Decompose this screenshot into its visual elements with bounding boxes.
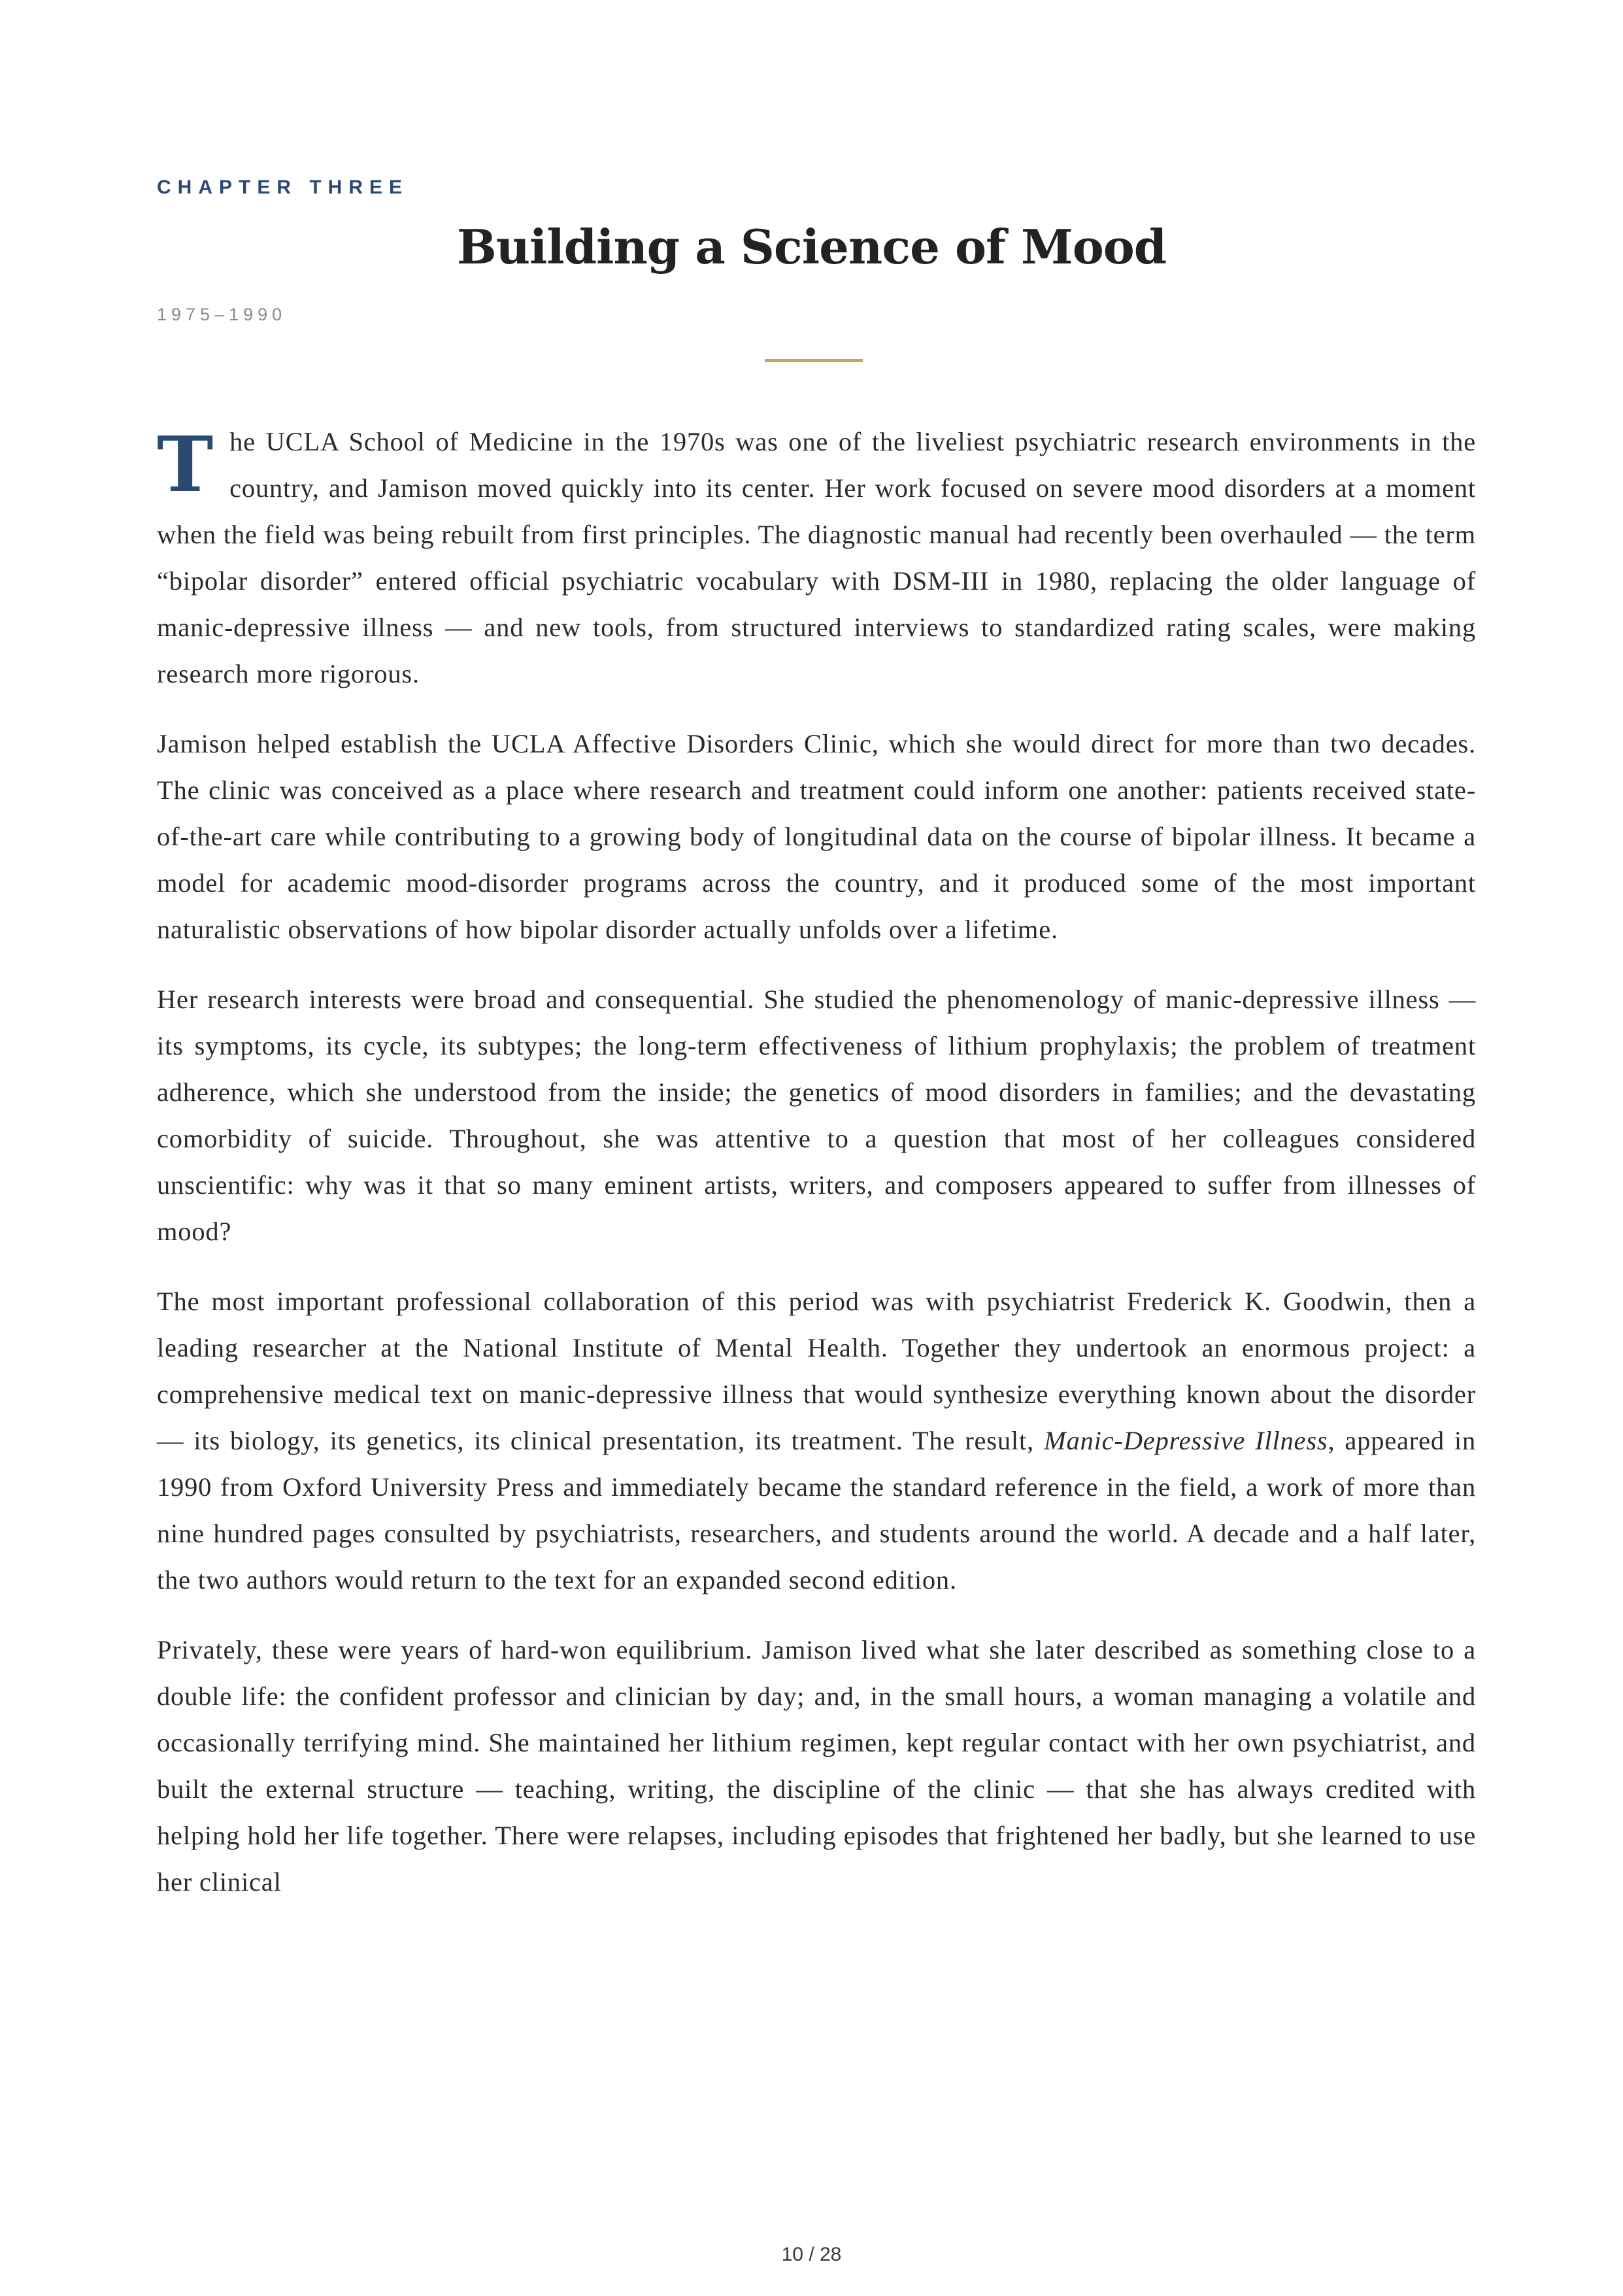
chapter-years: 1975–1990 [157,305,287,324]
title-divider-rule [765,359,863,362]
paragraph-5: Privately, these were years of hard-won equilibrium. Jamison lived what she later described as something close to a double life: the confident professor and clinician by day; and, in the small hours, a woman managing a volatile and occasionally terrifying mind. She maintained her lithium regimen, kept regular contact with her own psychiatrist, and built the external structure — teaching, writing, the discipline of the clinic — that she has always credited with helping hold her life together. There were relapses, including episodes that frightened her badly, but she learned to use her clinical [157,1635,1476,1897]
paragraph-4 [157,1278,1476,1603]
drop-cap-letter: T [157,420,214,509]
chapter-body [157,418,1476,1929]
paragraph-4-text-end: , appeared in 1990 from Oxford University Press and immediately became the standard reference in the field, a work of more than nine hundred pages consulted by psychiatrists, researchers, and students around the world. A decade and a half later, the two authors would return to the text for an expanded second edition. [157,1426,1476,1595]
paragraph-1-text: he UCLA School of Medicine in the 1970s was one of the liveliest psychiatric research environments in the country, and Jamison moved quickly into its center. Her work focused on severe mood disorders at a moment when the field was being rebuilt from first principles. The diagnostic manual had recently been overhauled — the term “bipolar disorder” entered official psychiatric vocabulary with DSM-III in 1980, replacing the older language of manic-depressive illness — and new tools, from structured interviews to standardized rating scales, were making research more rigorous. [157,427,1476,688]
paragraph-2: Jamison helped establish the UCLA Affective Disorders Clinic, which she would direct for more than two decades. The clinic was conceived as a place where research and treatment could inform one another: patients received state-of-the-art care while contributing to a growing body of longitudinal data on the course of bipolar illness. It became a model for academic mood-disorder programs across the country, and it produced some of the most important naturalistic observations of how bipolar disorder actually unfolds over a lifetime. [157,729,1476,944]
paragraph-3: Her research interests were broad and consequential. She studied the phenomenology of manic-depressive illness — its symptoms, its cycle, its subtypes; the long-term effectiveness of lithium prophylaxis; the problem of treatment adherence, which she understood from the inside; the genetics of mood disorders in families; and the devastating comorbidity of suicide. Throughout, she was attentive to a question that most of her colleagues considered unscientific: why was it that so many eminent artists, writers, and composers appeared to suffer from illnesses of mood? [157,985,1476,1246]
chapter-title: Building a Science of Mood [456,219,1167,275]
book-title-italic: Manic-Depressive Illness [1043,1426,1328,1455]
paragraph-1 [157,418,1476,697]
page-number: 10 / 28 [781,2244,842,2265]
paragraph-4-text-start: The most important professional collaboration of this period was with psychiatrist Frederick K. Goodwin, then a leading researcher at the National Institute of Mental Health. Together they undertook an enormous project: a comprehensive medical text on manic-depressive illness that would synthesize everything known about the disorder — its biology, its genetics, its clinical presentation, its treatment. The result, [157,1287,1476,1455]
chapter-label: CHAPTER THREE [157,177,409,198]
